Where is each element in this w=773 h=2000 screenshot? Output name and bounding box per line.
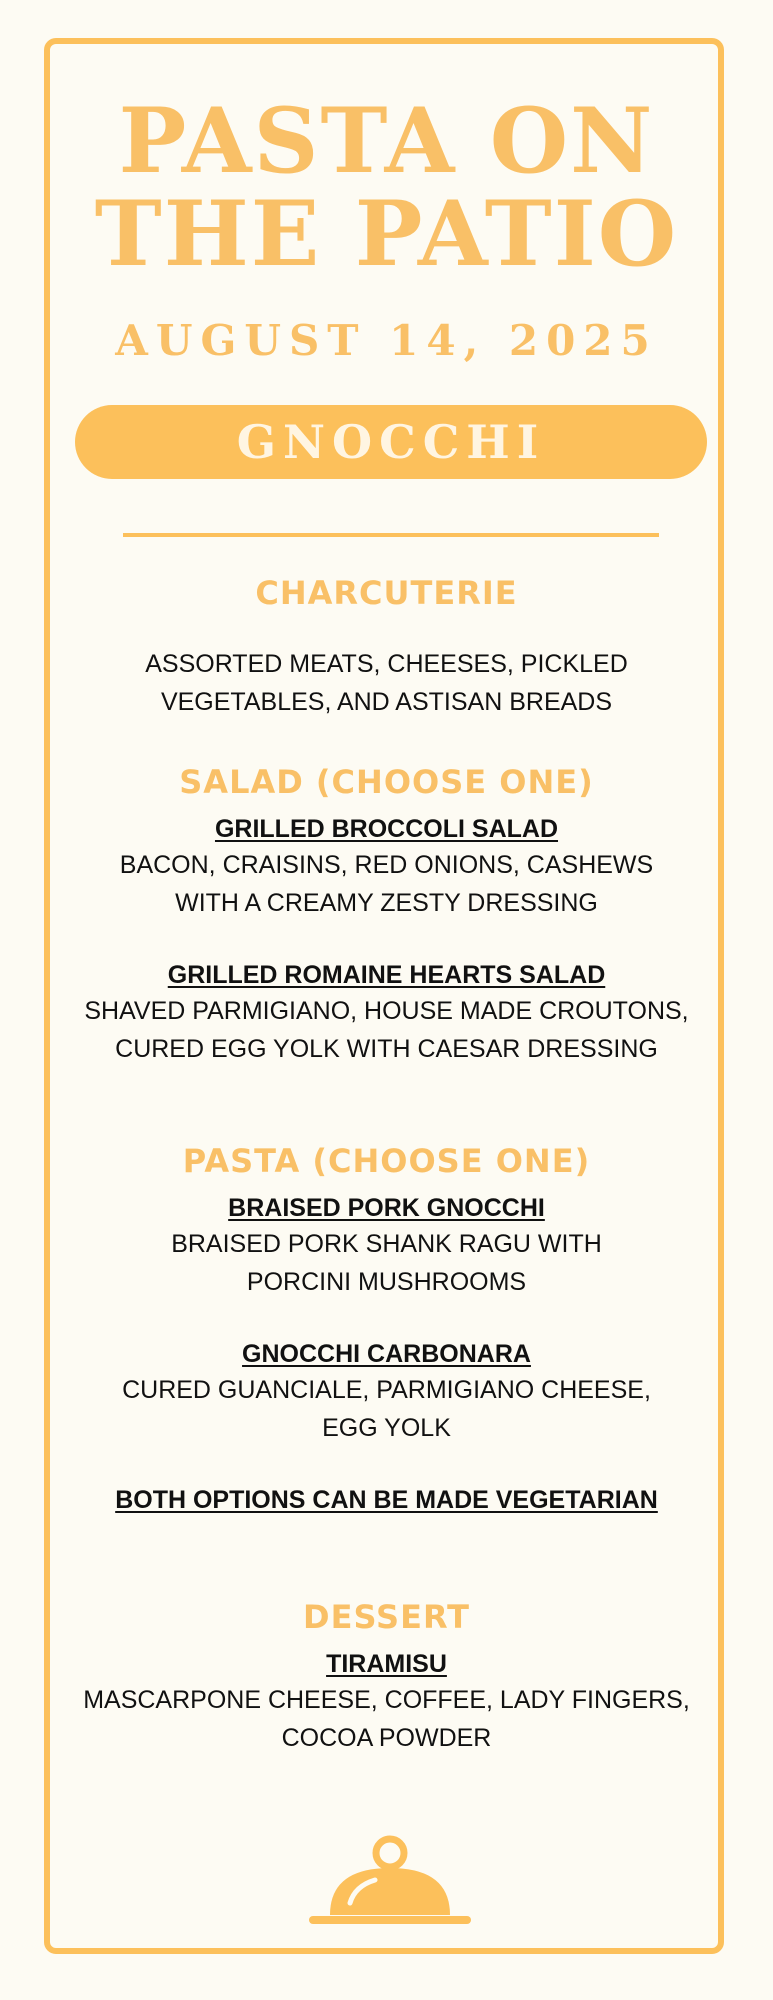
salad-item-desc-line-1: BACON, CRAISINS, RED ONIONS, CASHEWS — [119, 851, 654, 879]
event-date: AUGUST 14, 2025 — [115, 316, 658, 365]
salad-item-desc-line-2: CURED EGG YOLK WITH CAESAR DRESSING — [115, 1035, 658, 1063]
charcuterie-section — [0, 573, 773, 721]
pasta-heading: PASTA (CHOOSE ONE) — [182, 1142, 591, 1180]
charcuterie-heading: CHARCUTERIE — [255, 574, 518, 612]
dessert-item-name: TIRAMISU — [326, 1650, 447, 1678]
salad-section — [0, 762, 773, 1068]
charcuterie-desc-line-2: VEGETABLES, AND ASTISAN BREADS — [160, 688, 613, 716]
salad-heading: SALAD (CHOOSE ONE) — [179, 763, 594, 801]
pasta-item-desc-line-1: CURED GUANCIALE, PARMIGIANO CHEESE, — [122, 1376, 651, 1404]
title-line-1: PASTA ON — [118, 88, 655, 194]
theme-banner — [75, 405, 707, 479]
theme-label: GNOCCHI — [236, 415, 546, 469]
dessert-section — [0, 1597, 773, 1757]
pasta-item-desc-line-2: EGG YOLK — [322, 1414, 451, 1442]
divider — [123, 533, 659, 537]
salad-item-desc-line-2: WITH A CREAMY ZESTY DRESSING — [175, 889, 598, 917]
salad-item-desc-line-1: SHAVED PARMIGIANO, HOUSE MADE CROUTONS, — [84, 997, 689, 1025]
cloche-icon — [305, 1830, 475, 1930]
charcuterie-desc-line-1: ASSORTED MEATS, CHEESES, PICKLED — [145, 650, 628, 678]
pasta-item-name: GNOCCHI CARBONARA — [242, 1340, 531, 1368]
pasta-item-desc-line-1: BRAISED PORK SHANK RAGU WITH — [171, 1230, 602, 1258]
salad-item-name: GRILLED ROMAINE HEARTS SALAD — [167, 961, 606, 989]
salad-item-name: GRILLED BROCCOLI SALAD — [214, 815, 559, 843]
pasta-item-name: BRAISED PORK GNOCCHI — [228, 1194, 545, 1222]
pasta-item-desc-line-2: PORCINI MUSHROOMS — [246, 1268, 527, 1296]
dessert-heading: DESSERT — [303, 1598, 470, 1636]
vegetarian-note: BOTH OPTIONS CAN BE MADE VEGETARIAN — [115, 1486, 658, 1514]
dessert-item-desc-line-2: COCOA POWDER — [281, 1724, 492, 1752]
title-line-2: THE PATIO — [94, 181, 679, 287]
dessert-item-desc-line-1: MASCARPONE CHEESE, COFFEE, LADY FINGERS, — [83, 1686, 690, 1714]
pasta-section — [0, 1141, 773, 1517]
